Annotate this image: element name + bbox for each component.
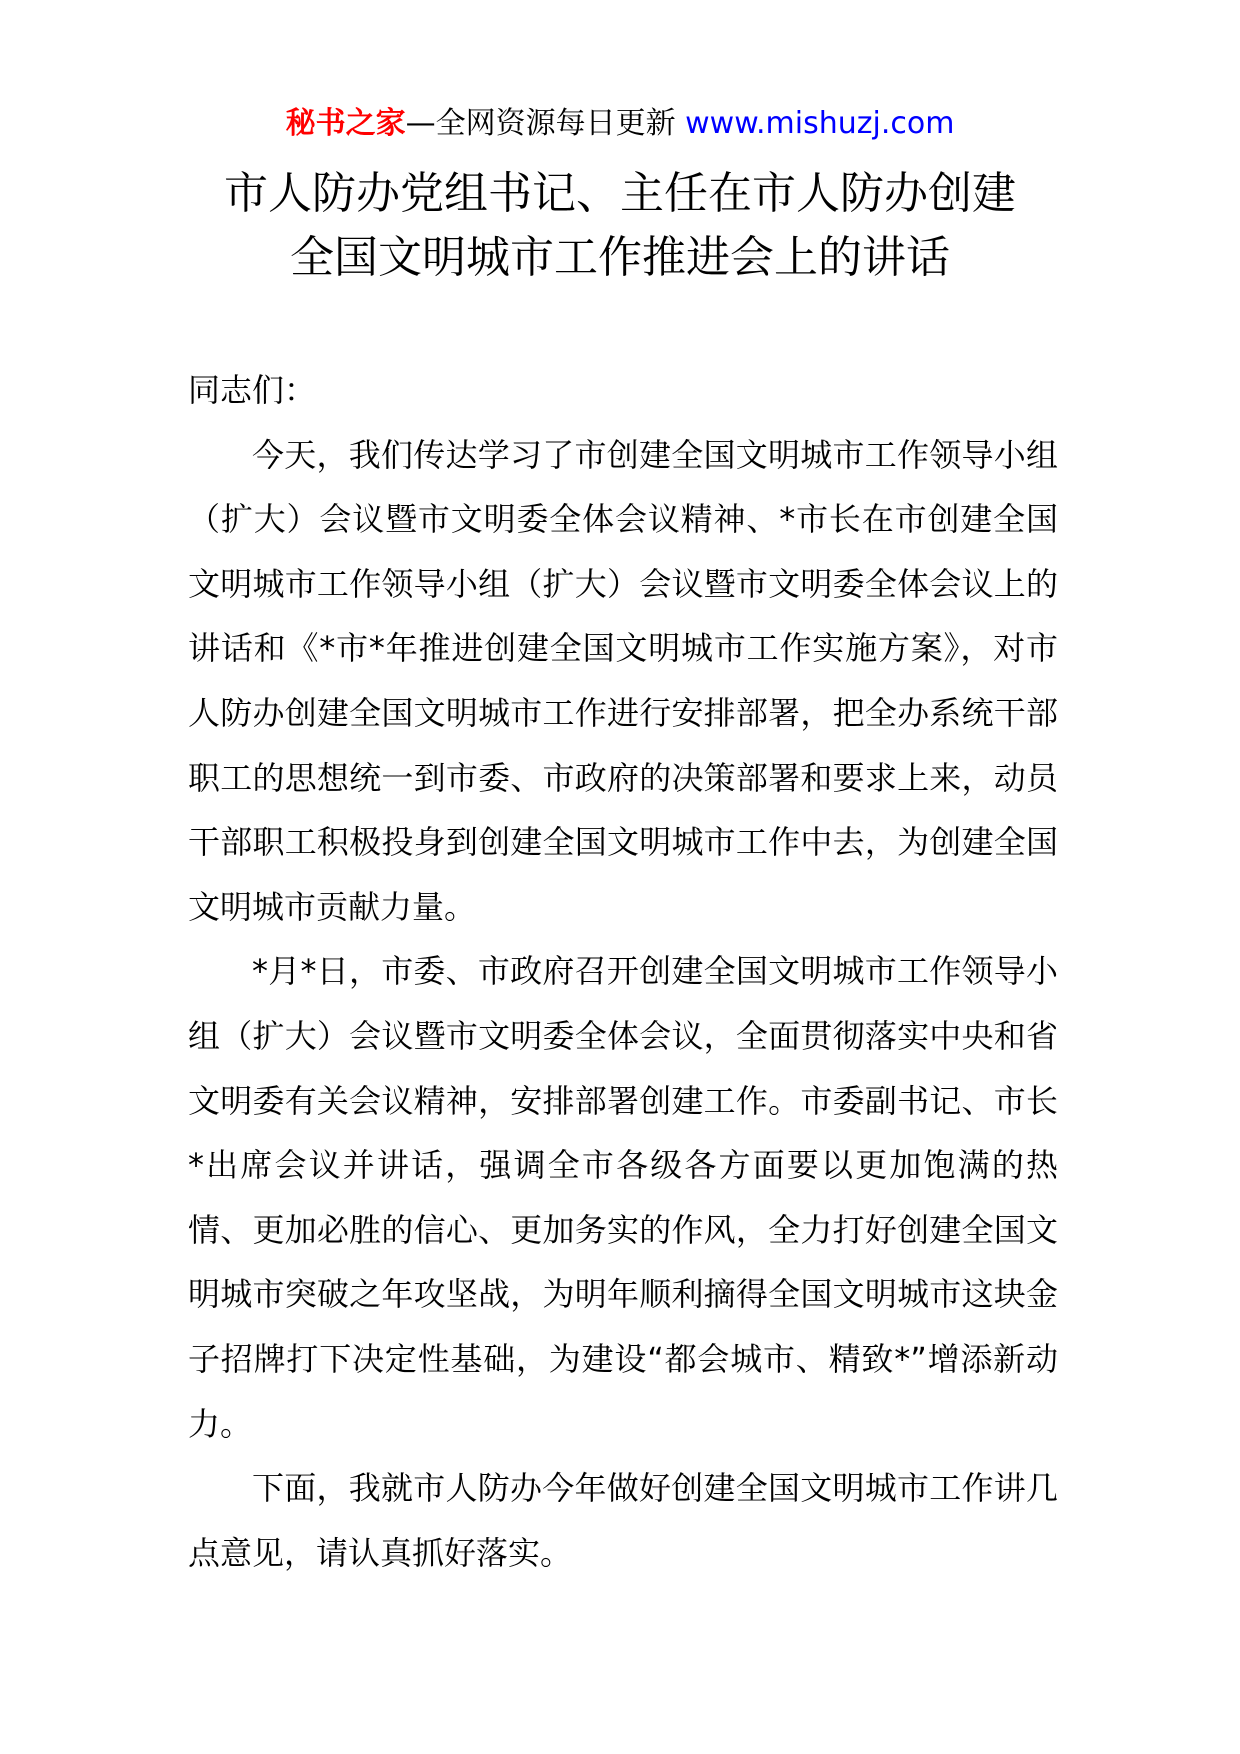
paragraph-1: 今天，我们传达学习了市创建全国文明城市工作领导小组（扩大）会议暨市文明委全体会议精神、*市长在市创建全国文明城市工作领导小组（扩大）会议暨市文明委全体会议上的讲话和《*市*年推进创建全国文明城市工作实施方案》，对市人防办创建全国文明城市工作进行安排部署，把全办系统干部职工的思想统一到市委、市政府的决策部署和要求上来，动员干部职工积极投身到创建全国文明城市工作中去，为创建全国文明城市贡献力量。	[188, 435, 1058, 926]
site-url-link[interactable]: www.mishuzj.com	[685, 106, 955, 141]
paragraph-2: *月*日，市委、市政府召开创建全国文明城市工作领导小组（扩大）会议暨市文明委全体会议，全面贯彻落实中央和省文明委有关会议精神，安排部署创建工作。市委副书记、市长*出席会议并讲话，强调全市各级各方面要以更加饱满的热情、更加必胜的信心、更加务实的作风，全力打好创建全国文明城市突破之年攻坚战，为明年顺利摘得全国文明城市这块金子招牌打下决定性基础，为建设“都会城市、精致*”增添新动力。	[188, 952, 1058, 1443]
title-line-1: 市人防办党组书记、主任在市人防办创建	[224, 168, 1016, 219]
brand-name: 秘书之家	[285, 106, 406, 141]
salutation: 同志们：	[188, 371, 317, 409]
title-line-2: 全国文明城市工作推进会上的讲话	[290, 232, 950, 283]
document-title	[0, 162, 1240, 290]
site-slogan: —全网资源每日更新	[405, 106, 686, 141]
paragraph-3: 下面，我就市人防办今年做好创建全国文明城市工作讲几点意见，请认真抓好落实。	[188, 1469, 1058, 1572]
document-body	[188, 358, 1058, 1585]
site-header	[0, 102, 1240, 146]
